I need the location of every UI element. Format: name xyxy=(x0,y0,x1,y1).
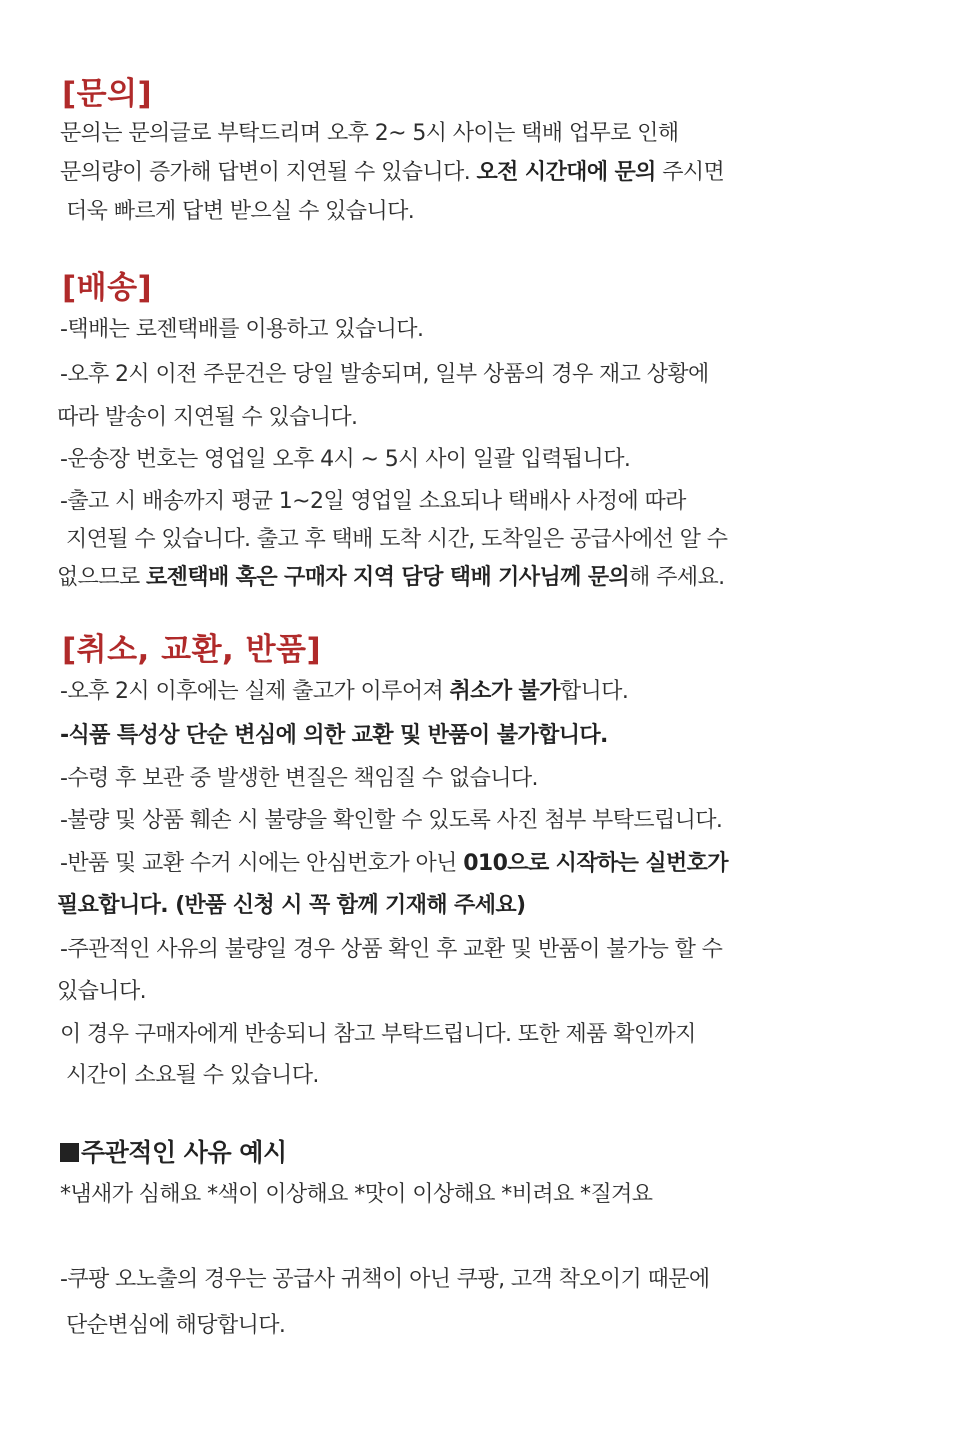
returns-line-1 xyxy=(60,677,628,707)
shipping-line-4: -운송장 번호는 영업일 오후 4시 ~ 5시 사이 일괄 입력됩니다. xyxy=(60,447,631,472)
inquiry-emphasis: 오전 시간대에 문의 xyxy=(476,160,656,185)
inquiry-line-2-end: 주시면 xyxy=(655,160,725,185)
returns-emphasis-note: 필요합니다. (반품 신청 시 꼭 함께 기재해 주세요) xyxy=(57,893,526,918)
returns-emphasis-cancel: 취소가 불가 xyxy=(449,679,560,704)
inquiry-line-3: 더욱 빠르게 답변 받으실 수 있습니다. xyxy=(66,199,415,224)
returns-line-8: 있습니다. xyxy=(57,979,147,1004)
examples-heading xyxy=(60,1136,287,1170)
inquiry-heading: [문의] xyxy=(62,76,153,112)
returns-line-4: -불량 및 상품 훼손 시 불량을 확인할 수 있도록 사진 첨부 부탁드립니다. xyxy=(60,808,723,833)
returns-line-3: -수령 후 보관 중 발생한 변질은 책임질 수 없습니다. xyxy=(60,766,538,791)
shipping-heading: [배송] xyxy=(62,270,153,306)
returns-line-9: 이 경우 구매자에게 반송되니 참고 부탁드립니다. 또한 제품 확인까지 xyxy=(60,1022,696,1047)
shipping-line-6: 지연될 수 있습니다. 출고 후 택배 도착 시간, 도착일은 공급사에선 알 수 xyxy=(66,527,728,552)
shipping-line-7-end: 해 주세요. xyxy=(629,565,725,590)
returns-line-6 xyxy=(57,891,525,921)
examples-heading-text: 주관적인 사유 예시 xyxy=(81,1138,287,1167)
returns-line-2 xyxy=(60,721,608,751)
returns-line-5 xyxy=(60,849,728,879)
returns-heading: [취소, 교환, 반품] xyxy=(62,632,322,668)
returns-emphasis-phone: 010으로 시작하는 실번호가 xyxy=(463,851,728,876)
shipping-line-3: 따라 발송이 지연될 수 있습니다. xyxy=(57,405,358,430)
shipping-line-5: -출고 시 배송까지 평균 1~2일 영업일 소요되나 택배사 사정에 따라 xyxy=(60,489,686,514)
returns-line-1-text: -오후 2시 이후에는 실제 출고가 이루어져 xyxy=(60,679,450,704)
inquiry-line-1: 문의는 문의글로 부탁드리며 오후 2~ 5시 사이는 택배 업무로 인해 xyxy=(60,121,679,146)
square-bullet-icon xyxy=(60,1143,79,1162)
shipping-line-7-text: 없으므로 xyxy=(57,565,147,590)
examples-items: *냄새가 심해요 *색이 이상해요 *맛이 이상해요 *비려요 *질겨요 xyxy=(60,1182,653,1207)
shipping-line-1: -택배는 로젠택배를 이용하고 있습니다. xyxy=(60,317,424,342)
shipping-emphasis: 로젠택배 혹은 구매자 지역 담당 택배 기사님께 문의 xyxy=(146,565,630,590)
shipping-line-7 xyxy=(57,563,725,593)
inquiry-line-2 xyxy=(60,158,724,188)
examples-note-1: -쿠팡 오노출의 경우는 공급사 귀책이 아닌 쿠팡, 고객 착오이기 때문에 xyxy=(60,1267,710,1292)
shipping-line-2: -오후 2시 이전 주문건은 당일 발송되며, 일부 상품의 경우 재고 상황에 xyxy=(60,362,709,387)
returns-line-5-text: -반품 및 교환 수거 시에는 안심번호가 아닌 xyxy=(60,851,464,876)
returns-emphasis-food: -식품 특성상 단순 변심에 의한 교환 및 반품이 불가합니다. xyxy=(60,723,608,748)
returns-line-10: 시간이 소요될 수 있습니다. xyxy=(66,1063,319,1088)
returns-line-1-end: 합니다. xyxy=(559,679,629,704)
inquiry-line-2-text: 문의량이 증가해 답변이 지연될 수 있습니다. xyxy=(60,160,477,185)
returns-line-7: -주관적인 사유의 불량일 경우 상품 확인 후 교환 및 반품이 불가능 할 수 xyxy=(60,937,723,962)
examples-note-2: 단순변심에 해당합니다. xyxy=(66,1313,286,1338)
